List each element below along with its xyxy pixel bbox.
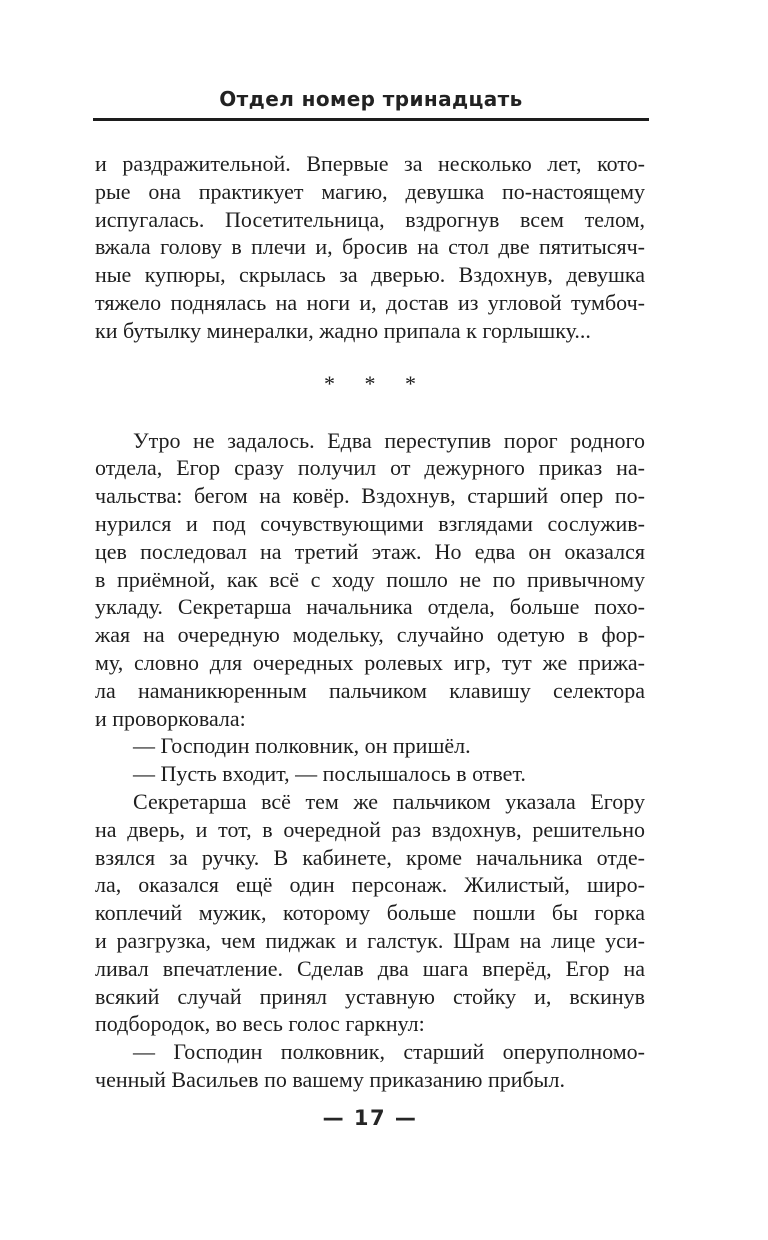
page-body <box>95 150 645 1094</box>
text-line: испугалась. Посетительница, вздрогнув всем телом, <box>95 206 645 232</box>
header-rule <box>93 118 649 121</box>
text-line: чальства: бегом на ковёр. Вздохнув, старший опер по- <box>95 483 645 509</box>
text-line: — Господин полковник, старший оперуполномо- <box>133 1039 645 1065</box>
text-line: взялся за ручку. В кабинете, кроме начальника отде- <box>95 844 645 870</box>
text-line: всякий случай принял уставную стойку и, вскинув <box>95 983 645 1009</box>
paragraph <box>95 760 645 788</box>
text-line: Утро не задалось. Едва переступив порог родного <box>133 427 645 453</box>
text-line: нурился и под сочувствующими взглядами сослужив- <box>95 510 645 536</box>
text-line: тяжело поднялась на ноги и, достав из угловой тумбоч- <box>95 289 645 315</box>
page-number: — 17 — <box>322 1106 418 1130</box>
text-line: ки бутылку минералки, жадно припала к горлышку... <box>95 317 591 343</box>
text-line: му, словно для очередных ролевых игр, тут же прижа- <box>95 649 645 675</box>
page-footer <box>95 1106 645 1130</box>
text-line: отдела, Егор сразу получил от дежурного приказ на- <box>95 455 645 481</box>
paragraph <box>95 732 645 760</box>
text-line: и разгрузка, чем пиджак и галстук. Шрам на лице уси- <box>95 927 645 953</box>
text-line: — Господин полковник, он пришёл. <box>133 733 471 759</box>
paragraph <box>95 150 645 345</box>
text-line: коплечий мужик, которому больше пошли бы горка <box>95 900 645 926</box>
text-line: ла, оказался ещё один персонаж. Жилистый, широ- <box>95 872 645 898</box>
text-line: ные купюры, скрылась за дверью. Вздохнув, девушка <box>95 262 645 288</box>
text-line: ла наманикюренным пальчиком клавишу селектора <box>95 677 645 703</box>
text-line: в приёмной, как всё с ходу пошло не по привычному <box>95 566 645 592</box>
paragraph <box>95 788 645 1038</box>
running-header <box>93 87 649 121</box>
paragraph <box>95 1038 645 1094</box>
text-line: цев последовал на третий этаж. Но едва он оказался <box>95 538 645 564</box>
text-line: — Пусть входит, — послышалось в ответ. <box>133 761 526 787</box>
text-line: Секретарша всё тем же пальчиком указала Егору <box>133 788 645 814</box>
text-line: рые она практикует магию, девушка по-настоящему <box>95 178 645 204</box>
text-line: жая на очередную модельку, случайно одетую в фор- <box>95 622 645 648</box>
text-line: укладу. Секретарша начальника отдела, больше похо- <box>95 594 645 620</box>
text-line: подбородок, во весь голос гаркнул: <box>95 1011 425 1037</box>
text-line: на дверь, и тот, в очередной раз вздохнув, решительно <box>95 816 645 842</box>
text-line: и проворковала: <box>95 705 246 731</box>
text-line: вжала голову в плечи и, бросив на стол две пятитысяч- <box>95 234 645 260</box>
chapter-title: Отдел номер тринадцать <box>219 87 523 111</box>
paragraph <box>95 427 645 733</box>
text-line: ливал впечатление. Сделав два шага вперёд, Егор на <box>95 955 645 981</box>
text-line: ченный Васильев по вашему приказанию прибыл. <box>95 1066 565 1092</box>
section-separator: * * * <box>324 370 416 396</box>
text-line: и раздражительной. Впервые за несколько лет, кото- <box>95 151 645 176</box>
